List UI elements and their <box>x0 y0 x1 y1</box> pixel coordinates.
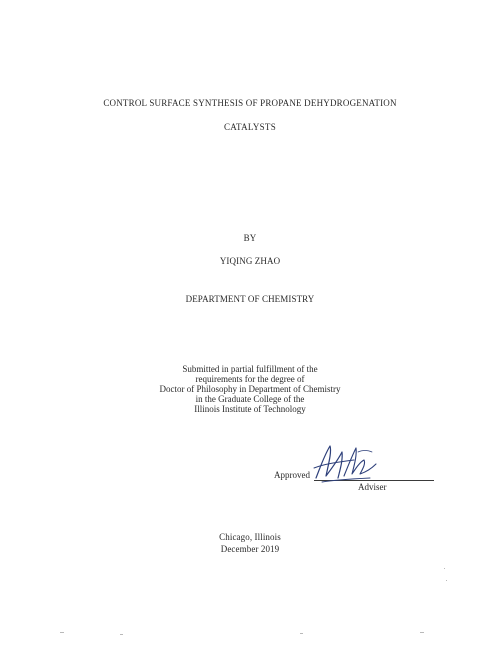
approved-label: Approved <box>274 470 310 480</box>
submission-line: Doctor of Philosophy in Department of Chemistry <box>159 384 341 394</box>
submission-date: December 2019 <box>220 544 280 554</box>
submission-statement <box>0 364 500 414</box>
department-name: DEPARTMENT OF CHEMISTRY <box>185 294 315 304</box>
adviser-label: Adviser <box>358 482 387 492</box>
scan-speck <box>60 632 64 633</box>
location: Chicago, Illinois <box>219 532 281 542</box>
scan-speck <box>120 634 123 635</box>
author-name: YIQING ZHAO <box>219 256 281 266</box>
submission-line: Illinois Institute of Technology <box>194 404 306 414</box>
scan-speck <box>446 580 447 581</box>
submission-line: Submitted in partial fulfillment of the <box>182 364 318 374</box>
thesis-title-line-1: CONTROL SURFACE SYNTHESIS OF PROPANE DEHYDROGENATION <box>103 98 397 108</box>
scan-speck <box>444 568 445 569</box>
scan-speck <box>300 633 303 634</box>
thesis-title-line-2: CATALYSTS <box>223 122 277 132</box>
submission-line: in the Graduate College of the <box>195 394 305 404</box>
submission-line: requirements for the degree of <box>195 374 305 384</box>
scan-speck <box>420 632 424 633</box>
by-label: BY <box>243 233 257 243</box>
